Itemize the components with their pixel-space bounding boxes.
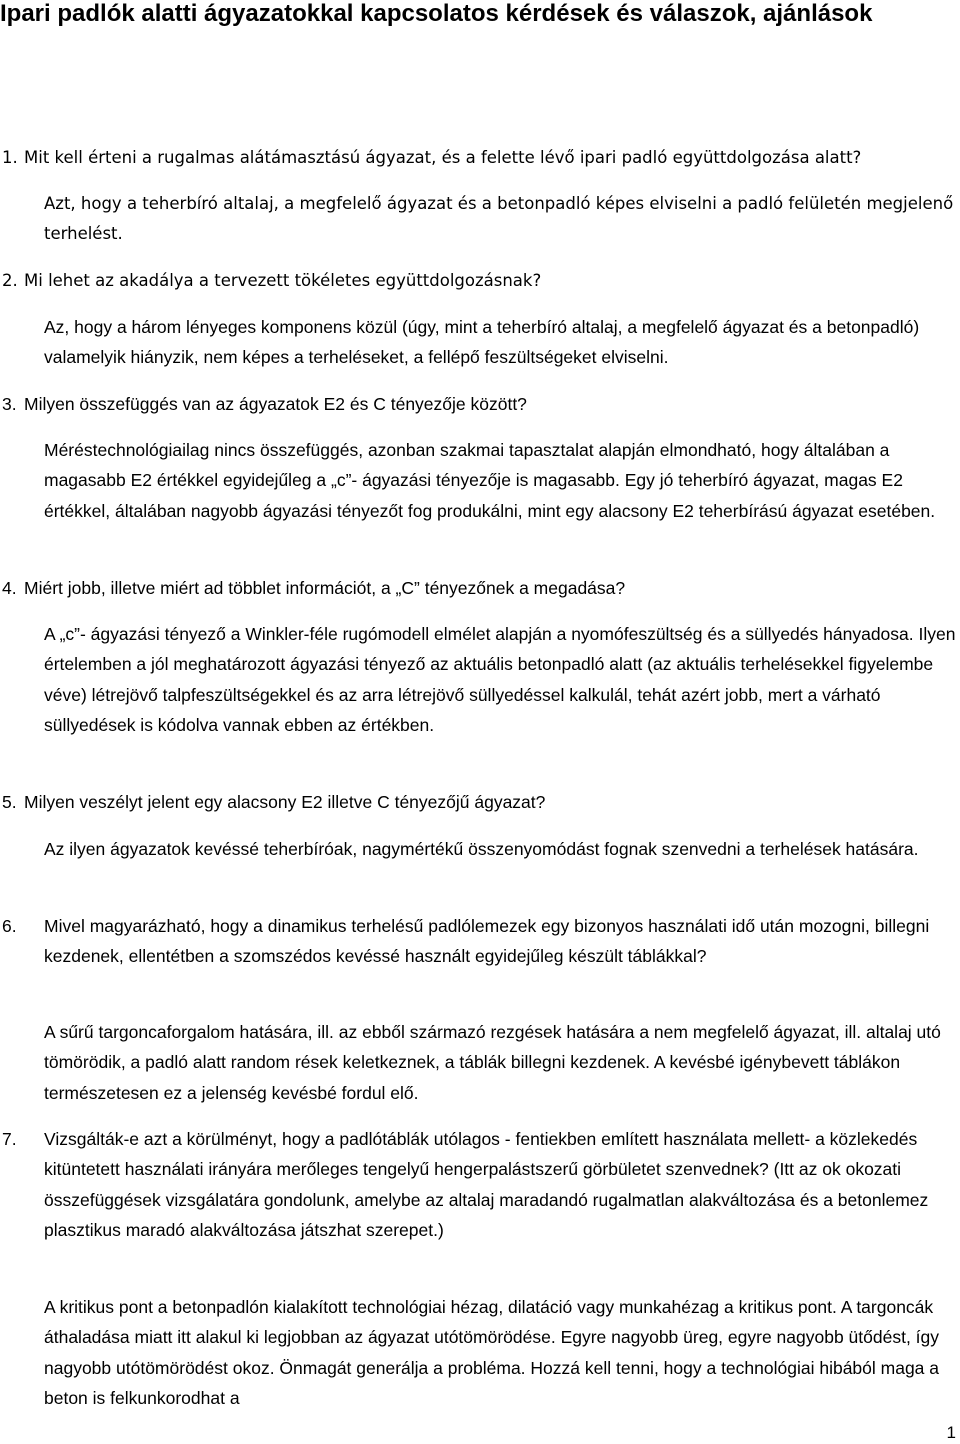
question-2-text: Mi lehet az akadálya a tervezett tökéletes együttdolgozásnak? [24, 271, 542, 290]
question-5-number: 5. [2, 792, 17, 812]
answer-2: Az, hogy a három lényeges komponens közül (úgy, mint a teherbíró altalaj, a megfelelő ágyazat és a betonpadló) valamelyik hiányzik, nem képes a terheléseket, a fellépő feszültségeket elviselni. [44, 317, 920, 368]
answer-5: Az ilyen ágyazatok kevéssé teherbíróak, nagymértékű összenyomódást fognak szenvedni a terhelések hatására. [44, 839, 919, 859]
question-6 [2, 911, 952, 972]
question-1-text: Mit kell érteni a rugalmas alátámasztású ágyazat, és a felette lévő ipari padló együttdolgozása alatt? [24, 148, 862, 167]
answer-7: A kritikus pont a betonpadlón kialakított technológiai hézag, dilatáció vagy munkahézag a kritikus pont. A targoncák áthaladása miatt itt alakul ki legjobban az ágyazat utótömörödése. Egyre nagyobb üreg, egyre nagyobb ütődést, így nagyobb utótömörödést okoz. Önmagát generálja a probléma. Hozzá kell tenni, hogy a technológiai hibából maga a beton is felkunkorodhat a [44, 1297, 940, 1408]
question-7 [2, 1124, 952, 1245]
question-2-number: 2. [2, 271, 18, 290]
answer-6: A sűrű targoncaforgalom hatására, ill. az ebből származó rezgések hatására a nem megfelelő ágyazat, ill. altalaj utó tömörödik, a padló alatt random rések keletkeznek, a táblák billegni kezdenek. A kevésbé igénybevett táblákon természetesen ez a jelenség kevésbé fordul elő. [44, 1022, 941, 1103]
page-title: Ipari padlók alatti ágyazatokkal kapcsolatos kérdések és válaszok, ajánlások [0, 0, 873, 27]
question-5 [2, 787, 952, 817]
question-3-number: 3. [2, 394, 17, 414]
question-1 [2, 143, 952, 173]
question-3-text: Milyen összefüggés van az ágyazatok E2 és C tényezője között? [24, 394, 527, 414]
question-1-number: 1. [2, 148, 18, 167]
answer-3: Méréstechnológiailag nincs összefüggés, azonban szakmai tapasztalat alapján elmondható, hogy általában a magasabb E2 értékkel egyidejűleg a „c”- ágyazási tényezője is magasabb. Egy jó teherbíró ágyazat, magas E2 értékkel, általában nagyobb ágyazási tényezőt fog produkálni, mint egy alacsony E2 teherbírású ágyazat esetében. [44, 440, 936, 521]
question-3 [2, 389, 952, 419]
question-2 [2, 266, 952, 296]
question-6-number: 6. [2, 916, 17, 936]
question-4-number: 4. [2, 578, 17, 598]
page-number: 1 [946, 1423, 956, 1442]
answer-1: Azt, hogy a teherbíró altalaj, a megfelelő ágyazat és a betonpadló képes elviselni a padló felületén megjelenő terhelést. [44, 194, 954, 244]
question-6-text: Mivel magyarázható, hogy a dinamikus terhelésű padlólemezek egy bizonyos használati idő után mozogni, billegni kezdenek, ellentétben a szomszédos kevéssé használt egyidejűleg készült táblákkal? [44, 916, 930, 967]
question-4 [2, 573, 952, 603]
question-7-text: Vizsgálták-e azt a körülményt, hogy a padlótáblák utólagos - fentiekben említett használata mellett- a közlekedés kitüntetett használati irányára merőleges tengelyű hengerpalástszerű görbületet szenvednek? (Itt az ok okozati összefüggések vizsgálatára gondolunk, amelybe az altalaj maradandó rugalmatlan alakváltozása és a betonlemez plasztikus maradó alakváltozása játszhat szerepet.) [44, 1129, 929, 1240]
question-4-text: Miért jobb, illetve miért ad többlet információt, a „C” tényezőnek a megadása? [24, 578, 626, 598]
question-7-number: 7. [2, 1129, 17, 1149]
answer-4: A „c”- ágyazási tényező a Winkler-féle rugómodell elmélet alapján a nyomófeszültség és a süllyedés hányadosa. Ilyen értelemben a jól meghatározott ágyazási tényező az aktuális betonpadló alatt (az aktuális terhelésekkel figyelembe véve) létrejövő talpfeszültségekkel és az arra létrejövő süllyedéssel kalkulál, tehát azért jobb, mert a várható süllyedések is kódolva vannak ebben az értékben. [44, 624, 956, 735]
question-5-text: Milyen veszélyt jelent egy alacsony E2 illetve C tényezőjű ágyazat? [24, 792, 546, 812]
